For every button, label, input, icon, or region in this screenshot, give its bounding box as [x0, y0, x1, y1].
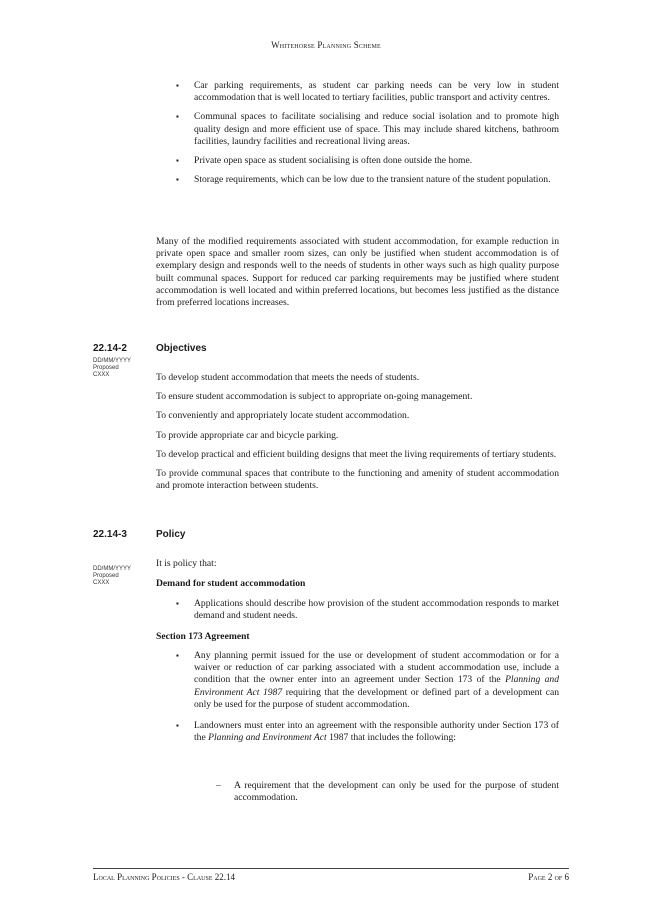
- page-header: Whitehorse Planning Scheme: [271, 40, 381, 50]
- bullet-icon: ▪: [176, 156, 179, 166]
- section-title: Policy: [156, 529, 186, 540]
- list-item: To provide appropriate car and bicycle parking.: [156, 429, 339, 441]
- s173-bullet-list: [156, 650, 559, 751]
- list-item: To develop practical and efficient building designs that meet the living requirements of tertiary students.: [156, 448, 557, 460]
- section-number: 22.14-3: [93, 529, 127, 540]
- list-item: To provide communal spaces that contribute to the functioning and amenity of student accommodation and promote interaction between students.: [156, 468, 559, 492]
- page-number: Page 2 of 6: [528, 872, 569, 882]
- footer-clause: Local Planning Policies - Clause 22.14: [93, 872, 236, 882]
- dash-list: [156, 780, 559, 804]
- list-item: ▪ Communal spaces to facilitate socialising and reduce social isolation and to promote high quality design and more efficient use of space. This may include shared kitchens, bathroom facilities, laundry facilities and recreational living areas.: [176, 111, 559, 147]
- subheading: Demand for student accommodation: [156, 578, 306, 590]
- policy-intro: It is policy that:: [156, 558, 217, 569]
- objectives-list: [156, 372, 559, 499]
- list-item: ▪ Any planning permit issued for the use or development of student accommodation or for a waiver or reduction of car parking associated with a student accommodation use, include a condition that the owner enter into an agreement under Section 173 of the Planning and Environment Act 1987 requiring that the development or defined part of a development can only be used for the purpose of student accommodation.: [176, 650, 560, 710]
- bullet-icon: ▪: [176, 651, 179, 660]
- bullet-icon: ▪: [176, 175, 179, 185]
- list-item: – A requirement that the development can only be used for the purpose of student accommodation.: [216, 780, 559, 804]
- intro-bullet-list: [156, 80, 559, 193]
- list-item: ▪ Private open space as student socialising is often done outside the home.: [176, 155, 473, 167]
- subheading: Section 173 Agreement: [156, 631, 250, 642]
- section-title: Objectives: [156, 343, 207, 354]
- list-item: To develop student accommodation that meets the needs of students.: [156, 372, 420, 383]
- list-item: ▪ Applications should describe how provision of the student accommodation responds to market demand and student needs.: [176, 598, 559, 622]
- list-item: ▪ Car parking requirements, as student car parking needs can be very low in student accommodation that is well located to tertiary facilities, public transport and activity centres.: [176, 80, 559, 104]
- demand-bullet-list: [156, 598, 559, 629]
- list-item: To ensure student accommodation is subject to appropriate on-going management.: [156, 391, 473, 403]
- section-number: 22.14-2: [93, 343, 127, 354]
- bullet-icon: ▪: [176, 81, 179, 90]
- list-item: ▪ Storage requirements, which can be low due to the transient nature of the student population.: [176, 174, 551, 186]
- list-item: ▪ Landowners must enter into an agreement with the responsible authority under Section 173 of the Planning and Environment Act 1987 that includes the following:: [176, 720, 559, 744]
- bullet-icon: ▪: [176, 599, 179, 608]
- list-item: To conveniently and appropriately locate student accommodation.: [156, 410, 410, 422]
- margin-note: DD/MM/YYYY Proposed CXXX: [93, 358, 132, 378]
- bullet-icon: ▪: [176, 721, 179, 731]
- intro-paragraph: Many of the modified requirements associated with student accommodation, for example reduction in private open space and smaller room sizes, can only be justified when student accommodation is of exemplary design and responds well to the needs of students in other ways such as high quality purpose built communal spaces. Support for reduced car parking requirements may be justified where student accommodation is well located and within preferred locations, but becomes less justified as the distance from preferred locations increases.: [156, 236, 559, 309]
- policy-body: [156, 558, 559, 598]
- margin-note: DD/MM/YYYY Proposed CXXX: [93, 566, 132, 586]
- footer-divider: [93, 868, 569, 869]
- dash-icon: –: [216, 780, 221, 791]
- bullet-icon: ▪: [176, 112, 179, 122]
